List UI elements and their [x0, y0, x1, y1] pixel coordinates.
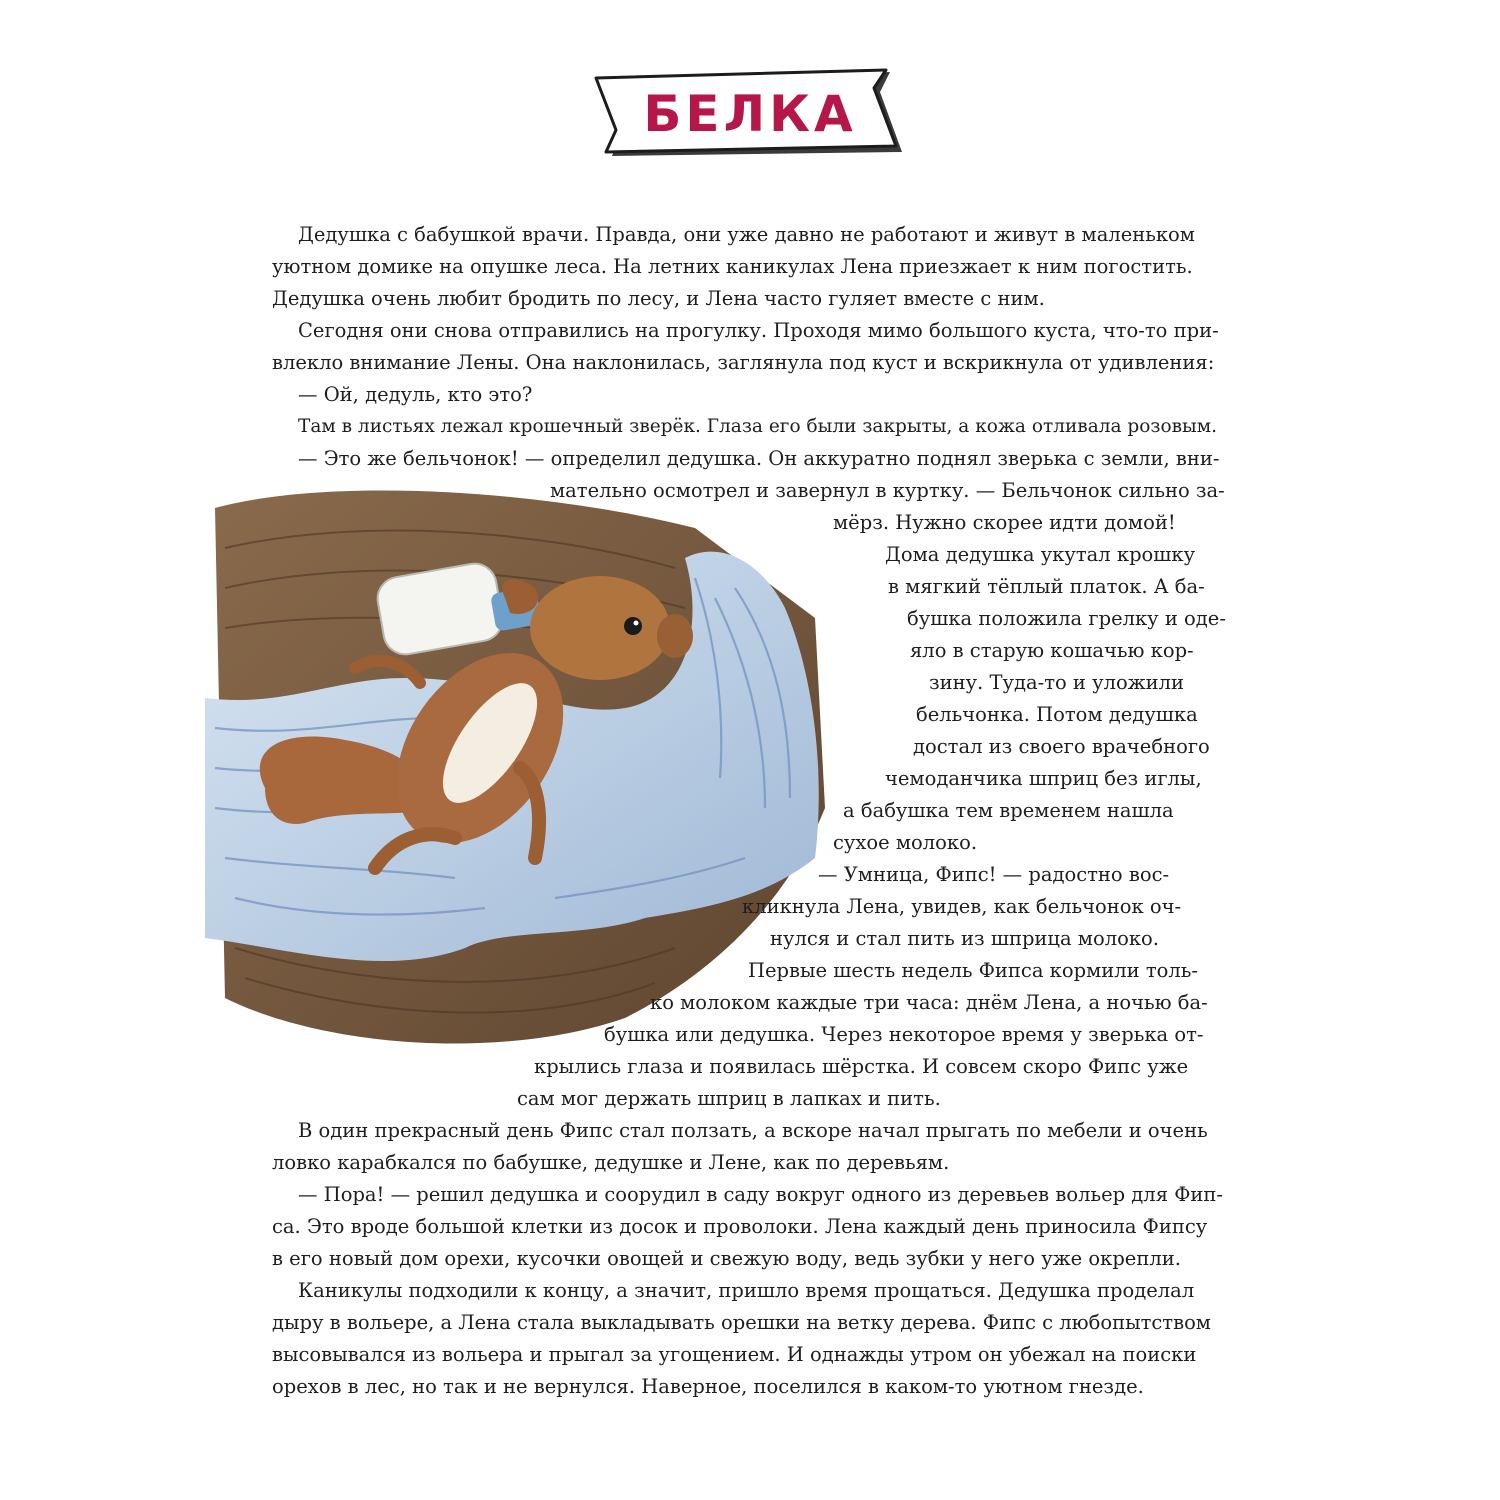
- baby-squirrel-drinking-from-bottle-in-basket-illustration: [205, 478, 825, 1060]
- text-line: бельчонка. Потом дедушка: [916, 703, 1198, 726]
- text-line: а бабушка тем временем нашла: [843, 799, 1174, 822]
- text-line: — Ой, дедуль, кто это?: [298, 383, 533, 406]
- text-line: ловко карабкался по бабушке, дедушке и Лене, как по деревьям.: [272, 1151, 950, 1174]
- text-line: Дома дедушка укутал крошку: [885, 543, 1196, 566]
- text-line: влекло внимание Лены. Она наклонилась, заглянула под куст и вскрикнула от удивления:: [272, 351, 1215, 374]
- text-line: достал из своего врачебного: [913, 735, 1210, 758]
- text-line: — Пора! — решил дедушка и соорудил в саду вокруг одного из деревьев вольер для Фип-: [298, 1183, 1223, 1206]
- text-line: В один прекрасный день Фипс стал ползать, а вскоре начал прыгать по мебели и очень: [298, 1119, 1208, 1142]
- text-line: Дедушка очень любит бродить по лесу, и Лена часто гуляет вместе с ним.: [272, 287, 1045, 310]
- text-line: Сегодня они снова отправились на прогулку. Проходя мимо большого куста, что-то при-: [298, 319, 1219, 342]
- text-line: Каникулы подходили к концу, а значит, пришло время прощаться. Дедушка проделал: [298, 1279, 1195, 1302]
- text-line: са. Это вроде большой клетки из досок и проволоки. Лена каждый день приносила Фипсу: [272, 1215, 1208, 1238]
- text-line: сам мог держать шприц в лапках и пить.: [517, 1087, 941, 1110]
- text-line: уютном домике на опушке леса. На летних каникулах Лена приезжает к ним погостить.: [272, 255, 1193, 278]
- text-line: Первые шесть недель Фипса кормили толь-: [748, 959, 1198, 982]
- text-line: в мягкий тёплый платок. А ба-: [888, 575, 1205, 598]
- text-line: мёрз. Нужно скорее идти домой!: [833, 511, 1176, 534]
- text-line: бушка или дедушка. Через некоторое время у зверька от-: [604, 1023, 1204, 1046]
- text-line: высовывался из вольера и прыгал за угощением. И однажды утром он убежал на поиски: [272, 1343, 1197, 1366]
- text-line: — Это же бельчонок! — определил дедушка. Он аккуратно поднял зверька с земли, вни-: [298, 447, 1220, 470]
- squirrel-illustration: [205, 478, 825, 1060]
- text-line: бушка положила грелку и оде-: [907, 607, 1226, 630]
- text-line: Там в листьях лежал крошечный зверёк. Глаза его были закрыты, а кожа отливала розовым.: [298, 416, 1218, 437]
- text-line: орехов в лес, но так и не вернулся. Наверное, поселился в каком-то уютном гнезде.: [272, 1375, 1144, 1398]
- text-line: крылись глаза и появилась шёрстка. И совсем скоро Фипс уже: [534, 1055, 1189, 1078]
- text-line: в его новый дом орехи, кусочки овощей и свежую воду, ведь зубки у него уже окрепли.: [272, 1247, 1181, 1270]
- title-banner: [590, 66, 910, 162]
- text-line: сухое молоко.: [833, 831, 978, 854]
- text-line: — Умница, Фипс! — радостно вос-: [818, 863, 1170, 886]
- text-line: дыру в вольере, а Лена стала выкладывать орешки на ветку дерева. Фипс с любопытством: [272, 1311, 1211, 1334]
- page-title: БЕЛКА: [643, 85, 857, 143]
- text-line: ко молоком каждые три часа: днём Лена, а ночью ба-: [650, 991, 1208, 1014]
- text-line: чемоданчика шприц без иглы,: [885, 767, 1202, 790]
- text-line: яло в старую кошачью кор-: [910, 639, 1194, 662]
- text-line: кликнула Лена, увидев, как бельчонок оч-: [742, 895, 1182, 918]
- text-line: нулся и стал пить из шприца молоко.: [770, 927, 1159, 950]
- text-line: Дедушка с бабушкой врачи. Правда, они уже давно не работают и живут в маленьком: [298, 223, 1195, 246]
- text-line: мательно осмотрел и завернул в куртку. — Бельчонок сильно за-: [550, 479, 1225, 502]
- text-line: зину. Туда-то и уложили: [929, 671, 1185, 694]
